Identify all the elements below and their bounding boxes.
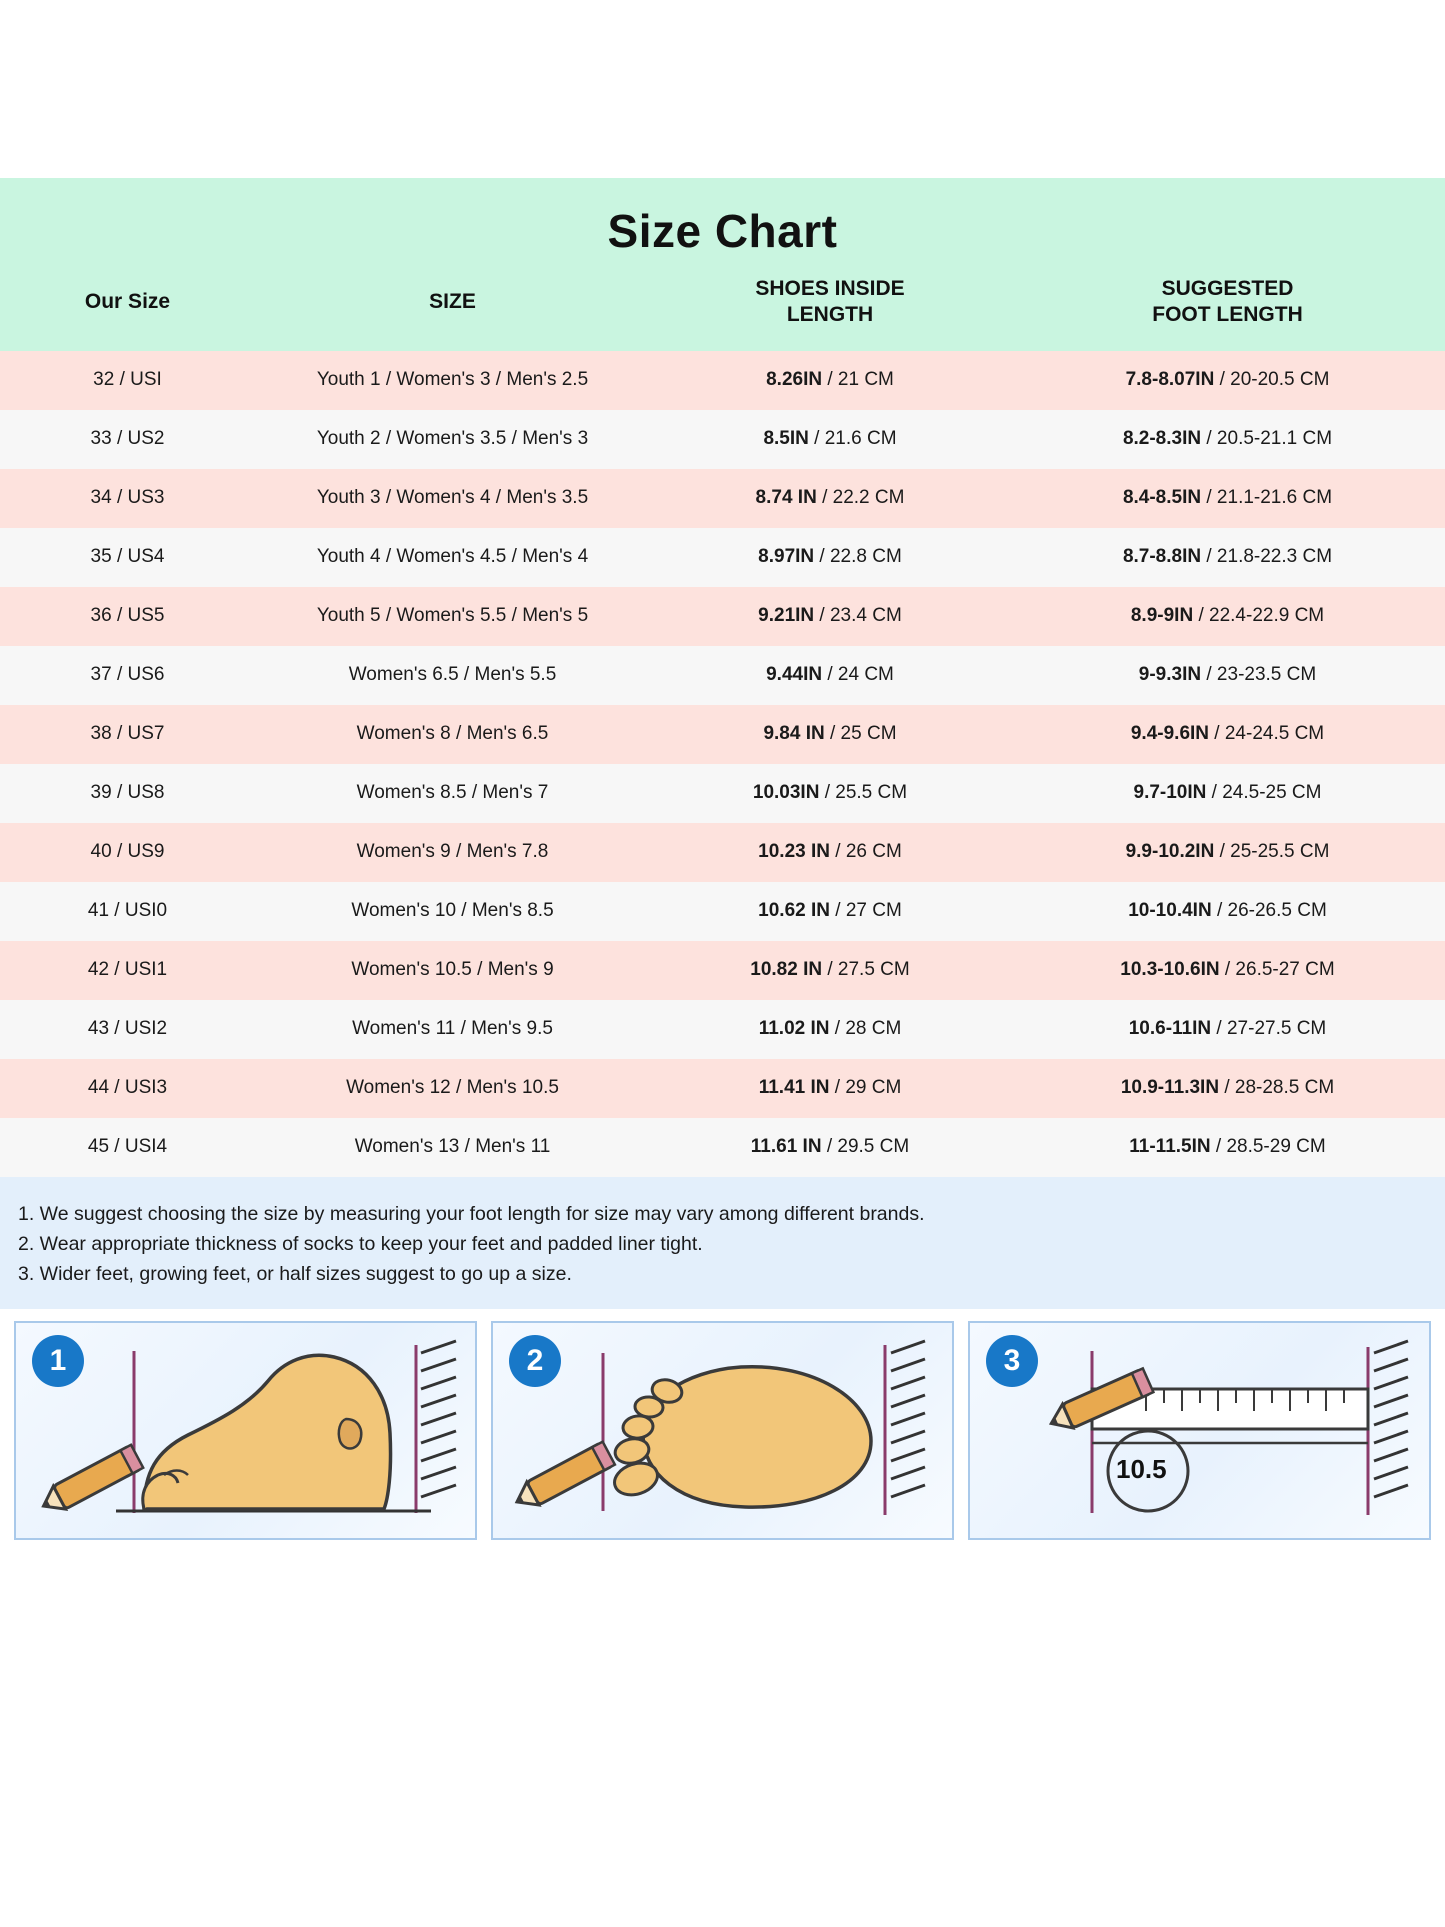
step-3-illustration — [970, 1323, 1431, 1538]
cell-size: Women's 8 / Men's 6.5 — [356, 723, 549, 744]
foot-length-cm: / 28.5-29 CM — [1210, 1136, 1326, 1157]
cell-shoes-inside-length — [650, 1018, 1010, 1040]
foot-length-inches: 9.4-9.6IN — [1130, 723, 1210, 744]
cell-size: Women's 11 / Men's 9.5 — [352, 1018, 553, 1039]
cell-our-size: 33 / US2 — [90, 428, 165, 449]
foot-length-cm: / 20.5-21.1 CM — [1201, 428, 1333, 449]
table-row — [0, 410, 1445, 469]
size-chart-container — [0, 178, 1445, 1556]
inside-length-cm: / 21.6 CM — [808, 428, 897, 449]
inside-length-cm: / 24 CM — [822, 664, 894, 685]
cell-suggested-foot-length — [1010, 723, 1445, 745]
inside-length-inches: 11.61 IN — [750, 1136, 822, 1157]
cell-suggested-foot-length — [1010, 959, 1445, 981]
cell-our-size: 38 / US7 — [90, 723, 165, 744]
cell-suggested-foot-length — [1010, 664, 1445, 686]
cell-suggested-foot-length — [1010, 428, 1445, 450]
cell-size: Youth 5 / Women's 5.5 / Men's 5 — [316, 605, 589, 626]
foot-length-inches: 8.9-9IN — [1130, 605, 1194, 626]
cell-shoes-inside-length — [650, 841, 1010, 863]
cell-shoes-inside-length — [650, 369, 1010, 391]
cell-suggested-foot-length — [1010, 605, 1445, 627]
foot-length-cm: / 24-24.5 CM — [1209, 723, 1325, 744]
inside-length-cm: / 29 CM — [829, 1077, 902, 1098]
cell-suggested-foot-length — [1010, 1077, 1445, 1099]
column-header-suggested-foot-length: SUGGESTED FOOT LENGTH — [1152, 277, 1303, 327]
cell-suggested-foot-length — [1010, 1018, 1445, 1040]
inside-length-cm: / 26 CM — [830, 841, 902, 862]
cell-our-size: 34 / US3 — [90, 487, 165, 508]
cell-suggested-foot-length — [1010, 546, 1445, 568]
step-2-illustration — [493, 1323, 954, 1538]
cell-size: Women's 9 / Men's 7.8 — [356, 841, 549, 862]
cell-our-size: 43 / USI2 — [87, 1018, 168, 1039]
cell-shoes-inside-length — [650, 546, 1010, 568]
cell-shoes-inside-length — [650, 428, 1010, 450]
column-header-size: SIZE — [429, 290, 476, 314]
cell-shoes-inside-length — [650, 900, 1010, 922]
cell-shoes-inside-length — [650, 1077, 1010, 1099]
table-row — [0, 1118, 1445, 1177]
table-row — [0, 764, 1445, 823]
cell-size: Women's 12 / Men's 10.5 — [346, 1077, 559, 1098]
column-header-our-size: Our Size — [84, 290, 171, 314]
inside-length-cm: / 23.4 CM — [814, 605, 902, 626]
cell-our-size: 32 / USI — [93, 369, 162, 390]
foot-length-cm: / 27-27.5 CM — [1211, 1018, 1327, 1039]
cell-size: Youth 2 / Women's 3.5 / Men's 3 — [316, 428, 589, 449]
cell-our-size: 44 / USI3 — [87, 1077, 168, 1098]
inside-length-inches: 10.62 IN — [758, 900, 830, 921]
foot-length-cm: / 20-20.5 CM — [1214, 369, 1330, 390]
foot-length-inches: 8.2-8.3IN — [1122, 428, 1202, 449]
foot-length-cm: / 23-23.5 CM — [1201, 664, 1317, 685]
size-table-body — [0, 351, 1445, 1177]
inside-length-cm: / 21 CM — [822, 369, 894, 390]
inside-length-cm: / 25 CM — [824, 723, 897, 744]
cell-shoes-inside-length — [650, 1136, 1010, 1158]
column-header-shoes-inside-length: SHOES INSIDE LENGTH — [755, 277, 905, 327]
step-3-ruler — [968, 1321, 1431, 1540]
foot-length-inches: 9.9-10.2IN — [1125, 841, 1215, 862]
cell-our-size: 40 / US9 — [90, 841, 165, 862]
cell-size: Women's 8.5 / Men's 7 — [356, 782, 549, 803]
foot-length-inches: 8.4-8.5IN — [1122, 487, 1202, 508]
step-1-badge: 1 — [32, 1335, 84, 1387]
foot-length-inches: 10.3-10.6IN — [1120, 959, 1220, 980]
step-3-measure-value: 10.5 — [1116, 1454, 1167, 1485]
table-row — [0, 882, 1445, 941]
table-row — [0, 705, 1445, 764]
foot-length-cm: / 21.1-21.6 CM — [1201, 487, 1333, 508]
cell-suggested-foot-length — [1010, 369, 1445, 391]
inside-length-cm: / 27 CM — [830, 900, 902, 921]
foot-length-inches: 10.6-11IN — [1128, 1018, 1212, 1039]
cell-our-size: 42 / USI1 — [87, 959, 168, 980]
inside-length-inches: 10.82 IN — [750, 959, 823, 980]
inside-length-cm: / 22.8 CM — [814, 546, 902, 567]
cell-size: Women's 13 / Men's 11 — [354, 1136, 551, 1157]
inside-length-inches: 11.02 IN — [758, 1018, 830, 1039]
cell-shoes-inside-length — [650, 664, 1010, 686]
inside-length-inches: 9.21IN — [758, 605, 815, 626]
note-3: 3. Wider feet, growing feet, or half sizes suggest to go up a size. — [18, 1262, 572, 1285]
cell-size: Women's 10.5 / Men's 9 — [351, 959, 554, 980]
table-row — [0, 587, 1445, 646]
table-row — [0, 1000, 1445, 1059]
foot-length-cm: / 28-28.5 CM — [1219, 1077, 1335, 1098]
cell-suggested-foot-length — [1010, 487, 1445, 509]
table-row — [0, 646, 1445, 705]
notes-section — [0, 1177, 1445, 1310]
cell-our-size: 36 / US5 — [90, 605, 165, 626]
foot-length-cm: / 21.8-22.3 CM — [1201, 546, 1333, 567]
step-2-top-foot — [491, 1321, 954, 1540]
inside-length-inches: 9.84 IN — [763, 723, 825, 744]
foot-length-cm: / 26.5-27 CM — [1219, 959, 1335, 980]
cell-size: Women's 6.5 / Men's 5.5 — [348, 664, 557, 685]
cell-size: Youth 3 / Women's 4 / Men's 3.5 — [316, 487, 589, 508]
cell-our-size: 41 / USI0 — [87, 900, 168, 921]
inside-length-inches: 9.44IN — [766, 664, 823, 685]
inside-length-cm: / 25.5 CM — [819, 782, 908, 803]
inside-length-inches: 8.26IN — [766, 369, 823, 390]
chart-header — [0, 178, 1445, 351]
cell-size: Youth 4 / Women's 4.5 / Men's 4 — [316, 546, 589, 567]
cell-shoes-inside-length — [650, 605, 1010, 627]
note-1: 1. We suggest choosing the size by measuring your foot length for size may vary among different brands. — [18, 1202, 925, 1225]
table-row — [0, 351, 1445, 410]
table-row — [0, 823, 1445, 882]
table-header-row — [0, 276, 1445, 343]
cell-our-size: 37 / US6 — [90, 664, 165, 685]
foot-length-cm: / 24.5-25 CM — [1206, 782, 1322, 803]
cell-our-size: 39 / US8 — [90, 782, 165, 803]
foot-length-inches: 9-9.3IN — [1138, 664, 1202, 685]
inside-length-cm: / 27.5 CM — [822, 959, 910, 980]
foot-length-cm: / 26-26.5 CM — [1211, 900, 1327, 921]
cell-shoes-inside-length — [650, 723, 1010, 745]
step-2-badge: 2 — [509, 1335, 561, 1387]
inside-length-inches: 8.97IN — [758, 546, 815, 567]
inside-length-inches: 11.41 IN — [758, 1077, 830, 1098]
inside-length-cm: / 28 CM — [829, 1018, 902, 1039]
cell-our-size: 35 / US4 — [90, 546, 165, 567]
table-row — [0, 1059, 1445, 1118]
table-row — [0, 941, 1445, 1000]
inside-length-cm: / 29.5 CM — [821, 1136, 910, 1157]
step-1-illustration — [16, 1323, 477, 1538]
foot-length-inches: 9.7-10IN — [1133, 782, 1207, 803]
step-3-badge: 3 — [986, 1335, 1038, 1387]
cell-shoes-inside-length — [650, 487, 1010, 509]
table-row — [0, 528, 1445, 587]
inside-length-inches: 8.74 IN — [755, 487, 817, 508]
inside-length-inches: 10.23 IN — [758, 841, 830, 862]
cell-suggested-foot-length — [1010, 782, 1445, 804]
foot-length-cm: / 25-25.5 CM — [1214, 841, 1330, 862]
step-1-side-foot — [14, 1321, 477, 1540]
cell-suggested-foot-length — [1010, 900, 1445, 922]
foot-length-inches: 11-11.5IN — [1129, 1136, 1211, 1157]
cell-suggested-foot-length — [1010, 1136, 1445, 1158]
cell-shoes-inside-length — [650, 782, 1010, 804]
cell-shoes-inside-length — [650, 959, 1010, 981]
inside-length-inches: 10.03IN — [752, 782, 820, 803]
foot-length-inches: 8.7-8.8IN — [1122, 546, 1202, 567]
cell-size: Women's 10 / Men's 8.5 — [351, 900, 554, 921]
foot-length-inches: 10-10.4IN — [1128, 900, 1212, 921]
page-title: Size Chart — [607, 205, 838, 257]
cell-suggested-foot-length — [1010, 841, 1445, 863]
cell-size: Youth 1 / Women's 3 / Men's 2.5 — [316, 369, 589, 390]
foot-length-cm: / 22.4-22.9 CM — [1193, 605, 1325, 626]
inside-length-inches: 8.5IN — [763, 428, 809, 449]
measure-steps — [0, 1309, 1445, 1556]
cell-our-size: 45 / USI4 — [87, 1136, 168, 1157]
foot-length-inches: 7.8-8.07IN — [1125, 369, 1215, 390]
table-row — [0, 469, 1445, 528]
foot-length-inches: 10.9-11.3IN — [1120, 1077, 1220, 1098]
inside-length-cm: / 22.2 CM — [816, 487, 905, 508]
note-2: 2. Wear appropriate thickness of socks to keep your feet and padded liner tight. — [18, 1232, 703, 1255]
